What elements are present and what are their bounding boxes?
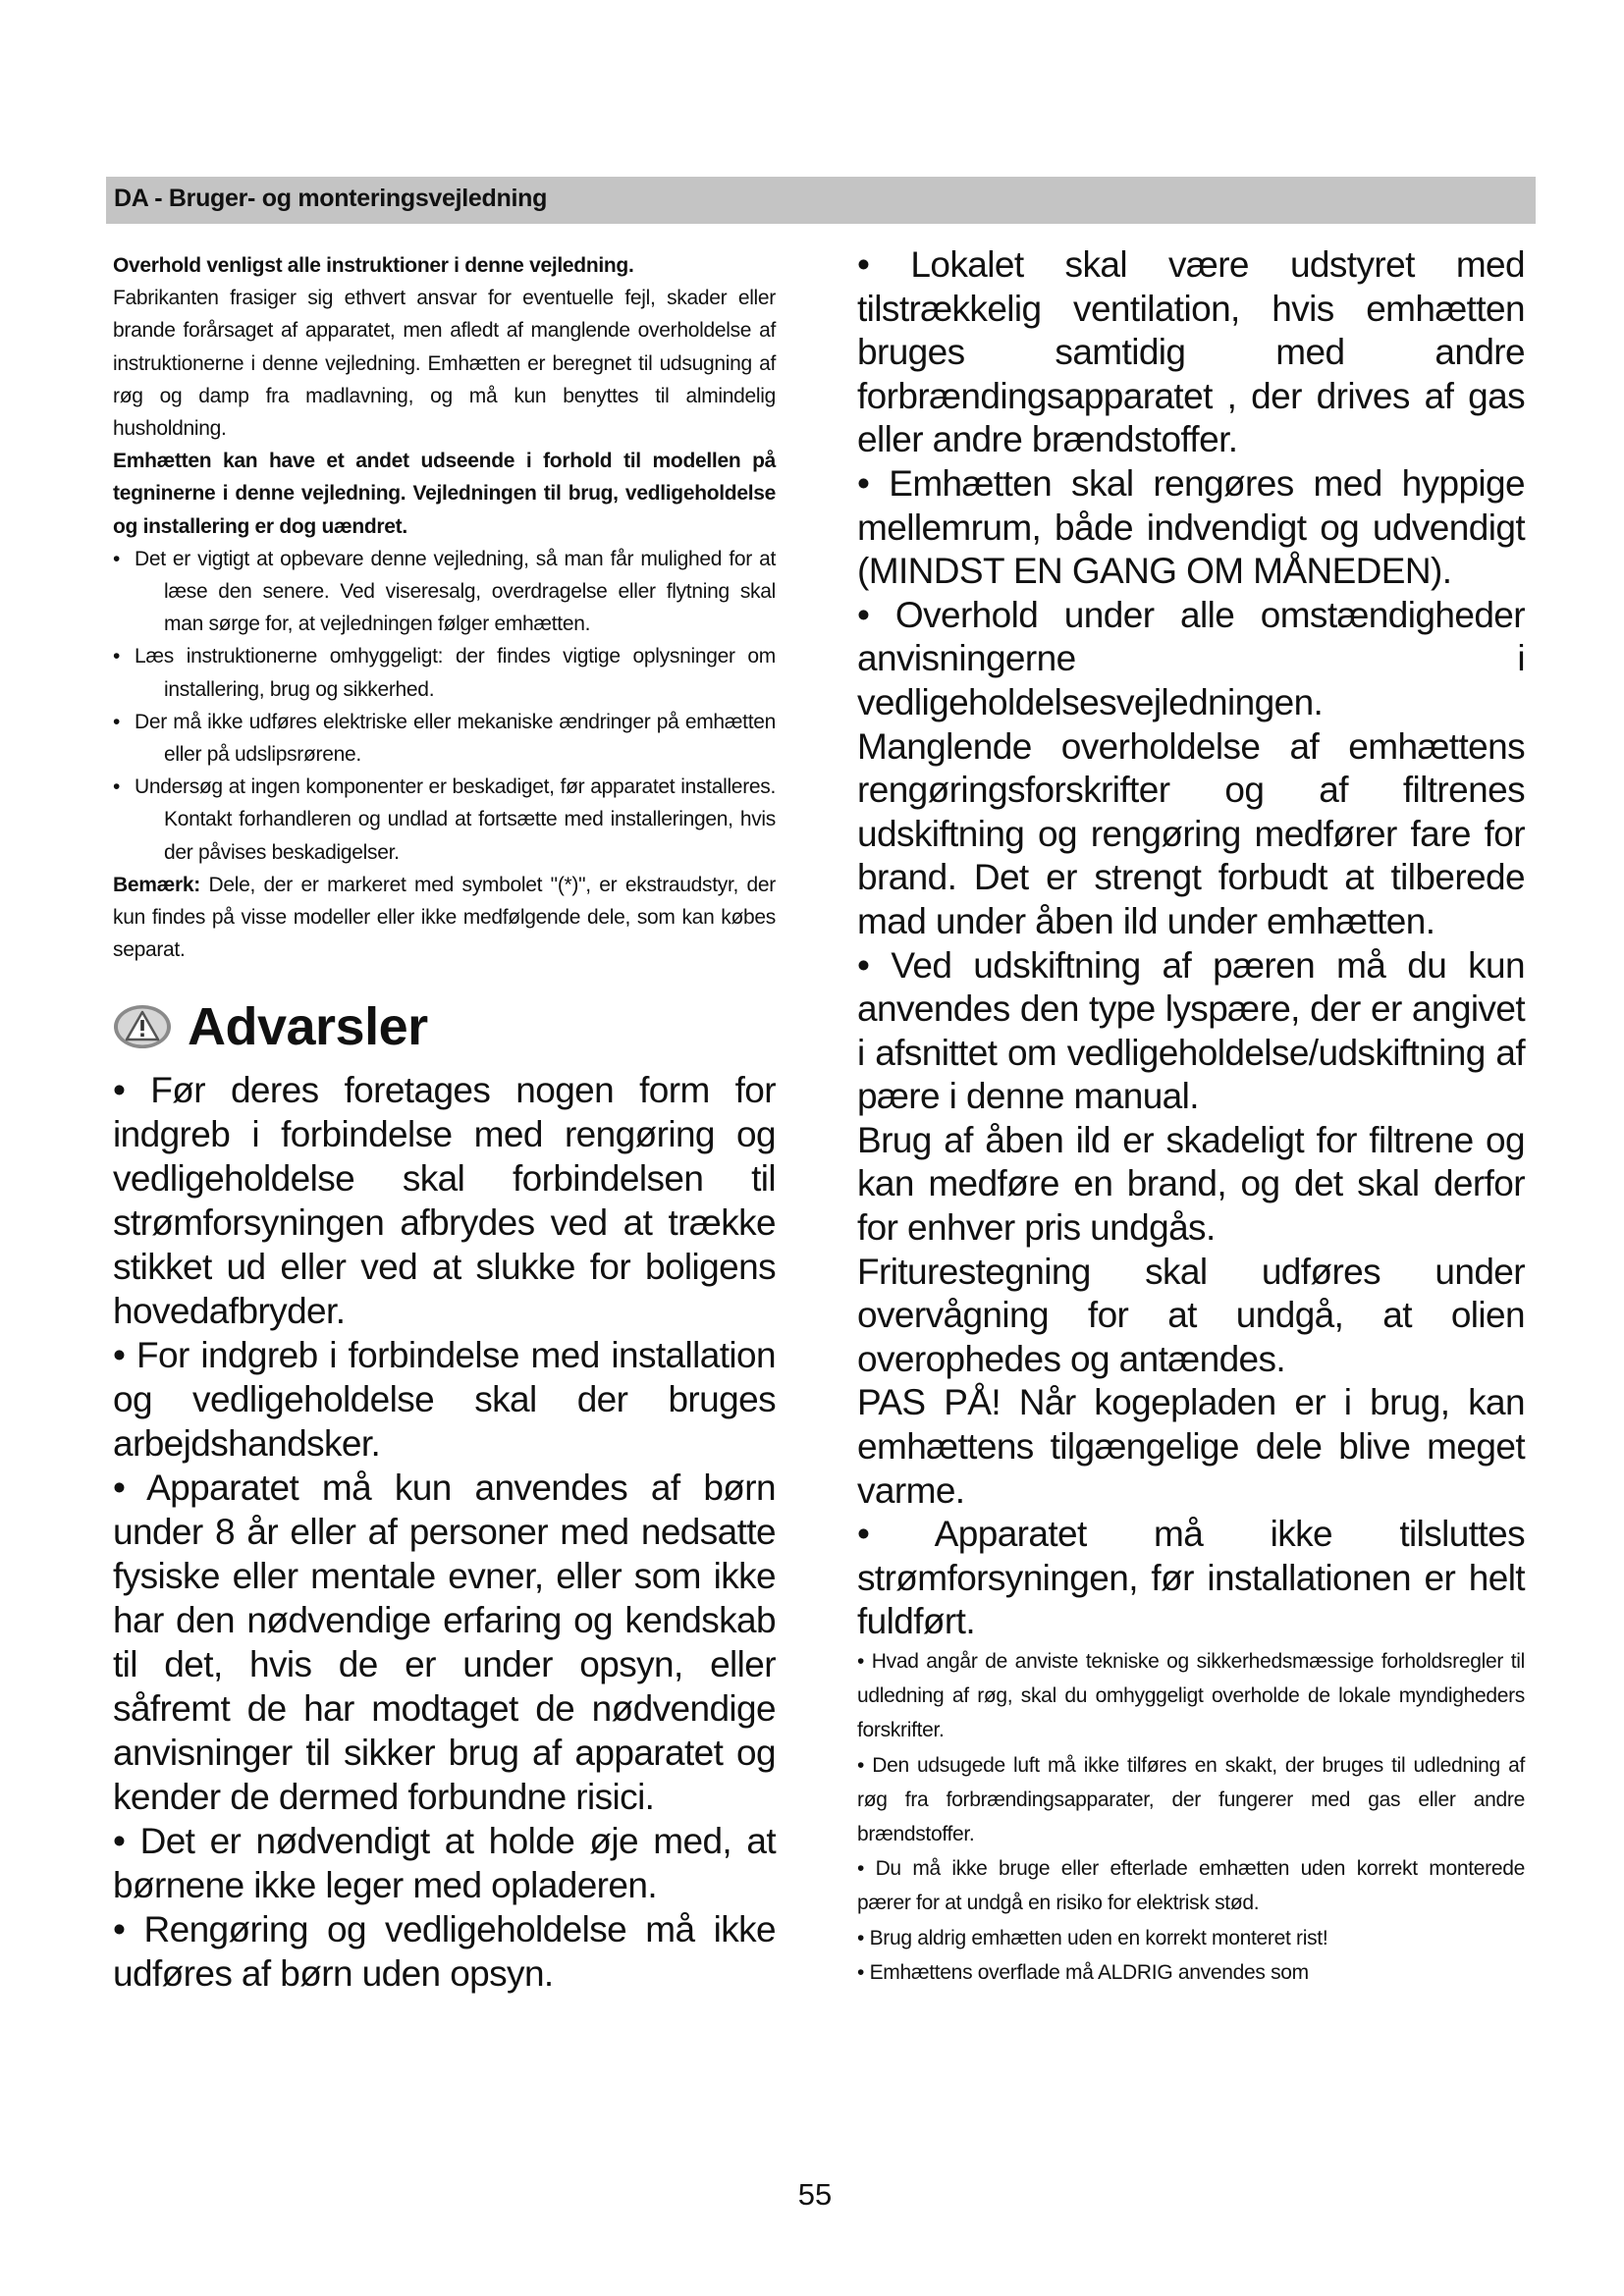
model-note: Emhætten kan have et andet udseende i forhold til modellen på tegninerne i denne vejledning. Vejledningen til brug, vedligeholdelse og installering er dog uændret. [113,450,776,538]
regulation-paragraph: • Brug aldrig emhætten uden en korrekt monteret rist! [857,1926,1328,1949]
regulation-paragraph: • Du må ikke bruge eller efterlade emhætten uden korrekt monterede pærer for at undgå en risiko for elektrisk stød. [857,1857,1525,1915]
warning-item: • Apparatet må kun anvendes af børn under 8 år eller af personer med nedsatte fysiske eller mentale evner, eller som ikke har den nødvendige erfaring og kendskab til det, hvis de er under opsyn, eller såfremt de har modtaget de nødvendige anvisninger til sikker brug af apparatet og kender de dermed forbundne risici. [113,1468,776,1818]
warnings-heading: Advarsler [188,997,428,1057]
warnings-heading-row [113,989,776,1064]
regulation-paragraph: • Den udsugede luft må ikke tilføres en skakt, der bruges til udledning af røg fra forbrændingsapparater, der fungerer med gas eller andre brændstoffer. [857,1753,1525,1846]
warning-item: • For indgreb i forbindelse med installation og vedligeholdelse skal der bruges arbejdshandsker. [113,1335,776,1465]
remark [113,869,776,967]
bullet-dot: • [113,710,121,733]
page-number: 55 [797,2177,833,2212]
list-item [113,640,776,705]
section-header-title: DA - Bruger- og monteringsvejledning [114,185,548,212]
list-item [113,706,776,771]
safety-paragraph: • Apparatet må ikke tilsluttes strømforsyningen, før installationen er helt fuldført. [857,1514,1525,1642]
safety-paragraph: • Ved udskiftning af pæren må du kun anvendes den type lyspære, der er angivet i afsnittet om vedligeholdelse/udskiftning af pære i denne manual. [857,944,1525,1117]
regulation-paragraph: • Emhættens overflade må ALDRIG anvendes som [857,1960,1309,1984]
safety-paragraph: Friturestegning skal udføres under overvågning for at undgå, at olien overophedes og antændes. [857,1251,1525,1379]
list-item [113,771,776,869]
list-item-text: Det er vigtigt at opbevare denne vejledning, så man får mulighed for at læse den senere. Ved viseresalg, overdragelse eller flytning skal man sørge for, at vejledningen følger emhætten. [135,547,776,636]
bullet-dot: • [113,775,121,799]
remark-text: Dele, der er markeret med symbolet "(*)", er ekstraudstyr, der kun findes på visse modeller eller ikke medfølgende dele, som kan købes separat. [113,873,776,962]
warning-item: • Det er nødvendigt at holde øje med, at børnene ikke leger med opladeren. [113,1821,776,1906]
list-item-text: Undersøg at ingen komponenter er beskadiget, før apparatet installeres. Kontakt forhandleren og undlad at fortsætte med installeringen, hvis der påvises beskadigelser. [135,775,776,864]
bullet-dot: • [113,547,121,570]
left-column [113,249,776,1996]
regulation-paragraph: • Hvad angår de anviste tekniske og sikkerhedsmæssige forholdsregler til udledning af røg, skal du omhyggeligt overholde de lokale myndigheders forskrifter. [857,1650,1525,1742]
bullet-dot: • [113,645,121,668]
safety-paragraph: • Overhold under alle omstændigheder anvisningerne i vedligeholdelsesvejledningen. [857,594,1525,722]
list-item-text: Læs instruktionerne omhyggeligt: der findes vigtige oplysninger om installering, brug og sikkerhed. [135,645,776,701]
list-item-text: Der må ikke udføres elektriske eller mekaniske ændringer på emhætten eller på udslipsrørene. [135,710,776,767]
section-header [106,177,1536,224]
safety-paragraph: Brug af åben ild er skadeligt for filtrene og kan medføre en brand, og det skal derfor for enhver pris undgås. [857,1119,1525,1249]
safety-paragraph: • Lokalet skal være udstyret med tilstrækkelig ventilation, hvis emhætten bruges samtidig med andre forbrændingsapparatet , der drives af gas eller andre brændstoffer. [857,244,1525,460]
intro-text: Fabrikanten frasiger sig ethvert ansvar for eventuelle fejl, skader eller brande forårsaget af apparatet, men afledt af manglende overholdelse af instruktionerne i denne vejledning. Emhætten er beregnet til udsugning af røg og damp fra madlavning, og må kun benyttes til almindelig husholdning. [113,287,776,441]
warning-icon [113,1004,172,1049]
right-column [857,243,1525,1990]
safety-paragraph: Manglende overholdelse af emhættens rengøringsforskrifter og af filtrenes udskiftning og rengøring medfører fare for brand. Det er strengt forbudt at tilberede mad under åben ild under emhætten. [857,725,1525,941]
remark-label: Bemærk: [113,873,200,896]
safety-paragraph: • Emhætten skal rengøres med hyppige mellemrum, både indvendigt og udvendigt (MINDST EN GANG OM MÅNEDEN). [857,462,1525,592]
safety-paragraph: PAS PÅ! Når kogepladen er i brug, kan emhættens tilgængelige dele blive meget varme. [857,1382,1525,1511]
warning-item: • Før deres foretages nogen form for indgreb i forbindelse med rengøring og vedligeholdelse skal forbindelsen til strømforsyningen afbrydes ved at trække stikket ud eller ved at slukke for boligens hovedafbryder. [113,1070,776,1332]
intro-bold: Overhold venligst alle instruktioner i denne vejledning. [113,254,634,277]
list-item [113,543,776,641]
warning-item: • Rengøring og vedligeholdelse må ikke udføres af børn uden opsyn. [113,1909,776,1995]
